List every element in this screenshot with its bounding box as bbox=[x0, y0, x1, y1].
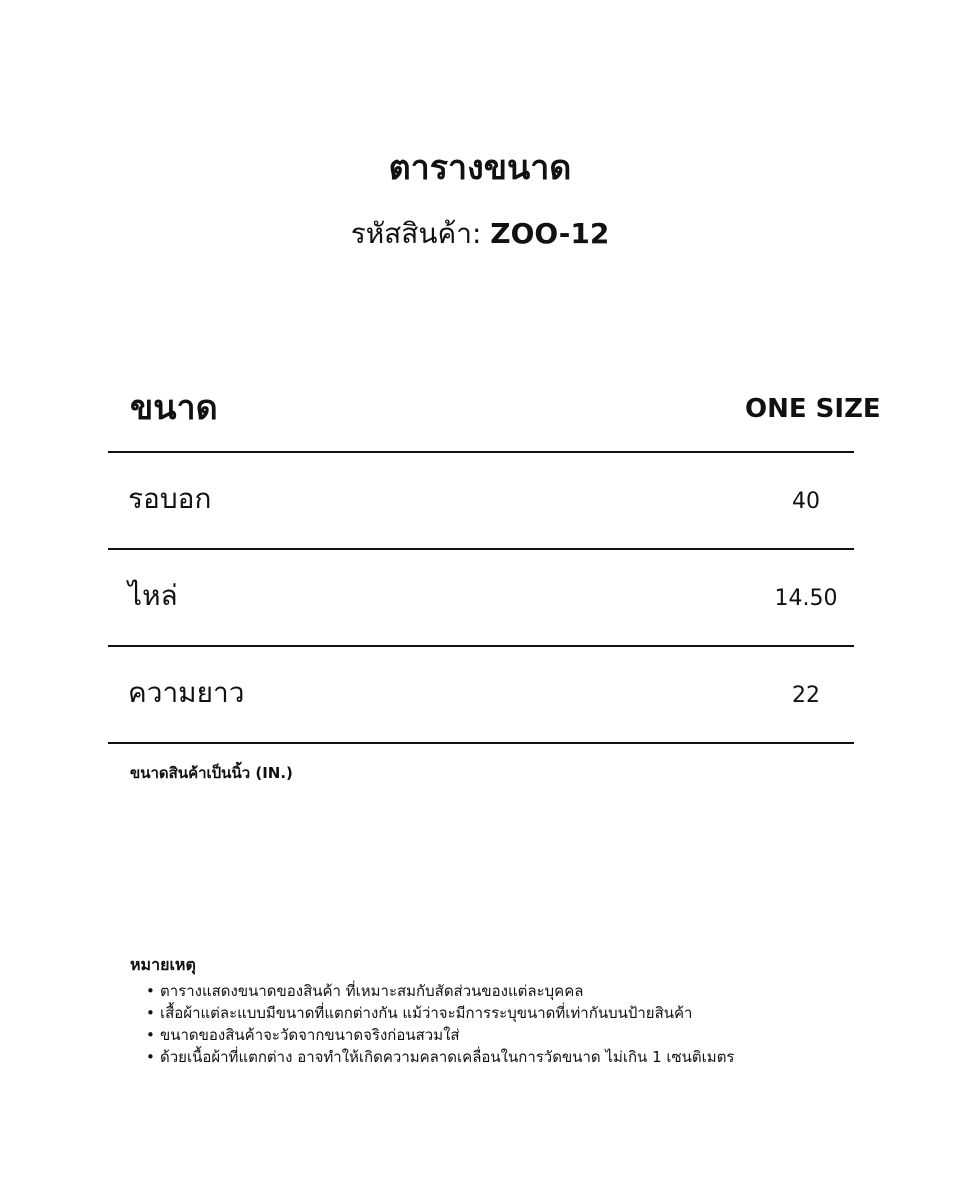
product-code-value: ZOO-12 bbox=[490, 217, 610, 250]
page-title: ตารางขนาด bbox=[388, 148, 572, 188]
bullet-icon: • bbox=[146, 1026, 155, 1044]
measurement-label: รอบอก bbox=[128, 482, 212, 515]
bullet-icon: • bbox=[146, 1048, 155, 1066]
product-code bbox=[0, 214, 960, 254]
bullet-icon: • bbox=[146, 1004, 155, 1022]
table-header-row bbox=[108, 380, 881, 453]
table-row-length bbox=[108, 647, 854, 744]
remarks-item-text: ขนาดของสินค้าจะวัดจากขนาดจริงก่อนสวมใส่ bbox=[160, 1026, 460, 1044]
product-code-label: รหัสสินค้า: bbox=[350, 217, 482, 250]
remarks-item-text: ตารางแสดงขนาดของสินค้า ที่เหมาะสมกับสัดส่วนของแต่ละบุคคล bbox=[160, 982, 584, 1000]
size-table bbox=[108, 380, 881, 744]
remarks-item-text: เสื้อผ้าแต่ละแบบมีขนาดที่แตกต่างกัน แม้ว่าจะมีการระบุขนาดที่เท่ากันบนป้ายสินค้า bbox=[160, 1004, 693, 1022]
unit-note: ขนาดสินค้าเป็นนิ้ว (IN.) bbox=[130, 764, 293, 782]
remarks-item bbox=[130, 1024, 850, 1046]
one-size-column-header: ONE SIZE bbox=[745, 394, 881, 424]
remarks-item bbox=[130, 1002, 850, 1024]
remarks-item bbox=[130, 1046, 850, 1068]
bullet-icon: • bbox=[146, 982, 155, 1000]
remarks-section bbox=[130, 952, 850, 1068]
measurement-value: 40 bbox=[792, 489, 820, 514]
measurement-value: 14.50 bbox=[774, 586, 838, 611]
remarks-item-text: ด้วยเนื้อผ้าที่แตกต่าง อาจทำให้เกิดความคลาดเคลื่อนในการวัดขนาด ไม่เกิน 1 เซนติเมตร bbox=[160, 1048, 735, 1066]
measurement-label: ความยาว bbox=[128, 676, 245, 709]
remarks-list bbox=[130, 980, 850, 1068]
table-row-shoulder bbox=[108, 550, 854, 647]
remarks-item bbox=[130, 980, 850, 1002]
remarks-title: หมายเหตุ bbox=[130, 955, 196, 974]
table-row-chest bbox=[108, 453, 854, 550]
measurement-value: 22 bbox=[792, 683, 820, 708]
measurement-label: ไหล่ bbox=[128, 579, 178, 612]
size-column-header: ขนาด bbox=[130, 388, 218, 428]
